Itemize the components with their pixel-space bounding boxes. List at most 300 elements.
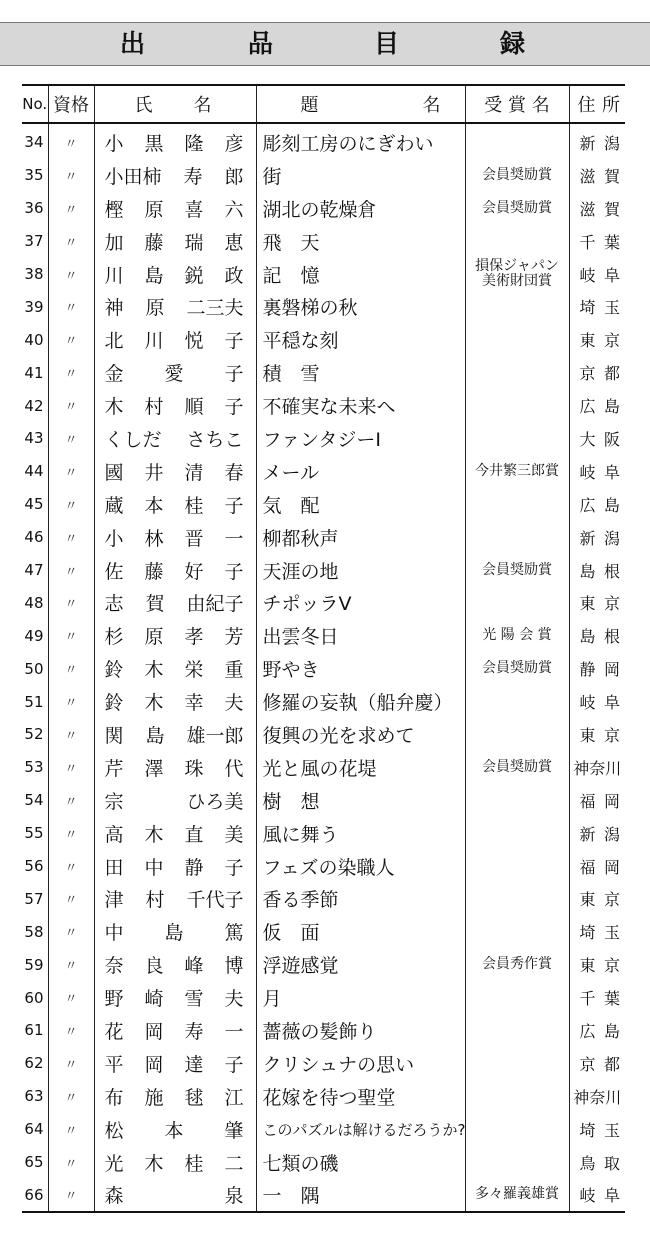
artist-name-part: 子 [224, 330, 244, 353]
artist-name-part: 黒 [144, 132, 164, 155]
award-name [465, 290, 569, 323]
qualification-ditto: 〃 [48, 159, 94, 192]
prefecture-part: 新 [579, 133, 596, 153]
prefecture-part: 岐 [579, 462, 596, 482]
award-name: 会員奨励賞 [465, 751, 569, 784]
table-row [22, 850, 625, 883]
prefecture-part: 根 [603, 627, 620, 647]
prefecture-part: 葉 [603, 232, 620, 252]
table-row [22, 1179, 625, 1213]
table-row [22, 1113, 625, 1146]
artist-name-part: 峰 [184, 955, 204, 978]
work-title: 積 雪 [256, 356, 465, 389]
entry-number: 56 [24, 857, 44, 876]
prefecture-part: 玉 [603, 1120, 620, 1140]
header-no: No. [22, 85, 48, 123]
qualification-ditto: 〃 [48, 389, 94, 422]
artist-name [94, 225, 256, 258]
artist-name-part: 平 [104, 1053, 124, 1076]
work-title: 花嫁を待つ聖堂 [256, 1080, 465, 1113]
prefecture-part: 千 [579, 232, 596, 252]
artist-name [94, 751, 256, 784]
artist-name [94, 915, 256, 948]
artist-name-part: 佐 [104, 560, 124, 583]
artist-name [94, 192, 256, 225]
artist-name [94, 521, 256, 554]
artist-name-part: 北 [104, 330, 124, 353]
prefecture [569, 1014, 625, 1047]
artist-name-part: 森 [104, 1185, 124, 1208]
artist-name [94, 817, 256, 850]
catalog-title-char: 出 [120, 29, 146, 58]
prefecture-part: 阜 [603, 1186, 620, 1206]
qualification-ditto: 〃 [48, 718, 94, 751]
prefecture [569, 192, 625, 225]
artist-name-part: 國 [104, 461, 124, 484]
award-name [465, 981, 569, 1014]
award-name [465, 850, 569, 883]
artist-name-part: 津 [104, 889, 124, 912]
artist-name-part: 郎 [224, 165, 244, 188]
header-prefecture: 住 所 [569, 85, 625, 123]
artist-name-part: 島 [164, 922, 184, 945]
artist-name-part: 川 [144, 330, 164, 353]
entry-table [22, 84, 625, 1213]
prefecture-part: 島 [579, 561, 596, 581]
work-title: 一 隅 [256, 1179, 465, 1213]
entry-number: 50 [24, 659, 44, 678]
table-row [22, 1047, 625, 1080]
award-name [465, 1113, 569, 1146]
award-name [465, 422, 569, 455]
artist-name-part: 中 [144, 856, 164, 879]
artist-name-part: 美 [224, 823, 244, 846]
award-name [465, 123, 569, 159]
artist-name [94, 389, 256, 422]
prefecture [569, 652, 625, 685]
table-row [22, 159, 625, 192]
artist-name [94, 850, 256, 883]
artist-name [94, 554, 256, 587]
table-row [22, 652, 625, 685]
award-name [465, 882, 569, 915]
qualification-ditto: 〃 [48, 948, 94, 981]
prefecture [569, 455, 625, 488]
catalog-title-char: 録 [500, 29, 526, 58]
work-title: 薔薇の髪飾り [256, 1014, 465, 1047]
award-name: 会員奨励賞 [465, 652, 569, 685]
qualification-ditto: 〃 [48, 1047, 94, 1080]
prefecture-part: 島 [603, 1021, 620, 1041]
artist-name-part: 木 [144, 692, 164, 715]
artist-name-part: 珠 [184, 757, 204, 780]
qualification-ditto: 〃 [48, 290, 94, 323]
artist-name-part: 布 [104, 1086, 124, 1109]
prefecture [569, 1146, 625, 1179]
artist-name-part: 崎 [144, 988, 164, 1011]
artist-name-part: 一 [224, 527, 244, 550]
prefecture-part: 京 [579, 364, 596, 384]
table-row [22, 356, 625, 389]
prefecture-part: 滋 [579, 166, 596, 186]
table-row [22, 817, 625, 850]
qualification-ditto: 〃 [48, 619, 94, 652]
artist-name-part: 杉 [104, 626, 124, 649]
work-title: 光と風の花堤 [256, 751, 465, 784]
prefecture [569, 882, 625, 915]
work-title: 彫刻工房のにぎわい [256, 123, 465, 159]
award-name: 会員秀作賞 [465, 948, 569, 981]
work-title: このパズルは解けるだろうか? [256, 1113, 465, 1146]
work-title: 野やき [256, 652, 465, 685]
entry-number: 51 [24, 692, 44, 711]
artist-name-part: 幸 [184, 692, 204, 715]
prefecture [569, 258, 625, 291]
prefecture-part: 玉 [603, 923, 620, 943]
artist-name-part: くしだ [104, 428, 162, 451]
table-row [22, 323, 625, 356]
artist-name-part: 中 [104, 922, 124, 945]
prefecture [569, 159, 625, 192]
award-name [465, 1146, 569, 1179]
artist-name [94, 123, 256, 159]
table-row [22, 685, 625, 718]
prefecture-part: 新 [579, 528, 596, 548]
artist-name-part: 喜 [184, 198, 204, 221]
artist-name-part: 芹 [104, 757, 124, 780]
artist-name-part: 順 [184, 396, 204, 419]
qualification-ditto: 〃 [48, 882, 94, 915]
artist-name-part: 桂 [184, 494, 204, 517]
table-row [22, 521, 625, 554]
award-name: 光 陽 会 賞 [465, 619, 569, 652]
award-name [465, 1014, 569, 1047]
prefecture-part: 京 [603, 331, 620, 351]
work-title: 修羅の妄執（船弁慶） [256, 685, 465, 718]
prefecture-part: 神奈川 [573, 1087, 622, 1107]
artist-name-part: 藤 [144, 231, 164, 254]
qualification-ditto: 〃 [48, 817, 94, 850]
prefecture-part: 都 [603, 1054, 620, 1074]
artist-name-part: 隆 [184, 132, 204, 155]
prefecture-part: 大 [579, 429, 596, 449]
header-award: 受 賞 名 [465, 85, 569, 123]
artist-name-part: さちこ [186, 428, 244, 451]
award-name: 会員奨励賞 [465, 159, 569, 192]
qualification-ditto: 〃 [48, 123, 94, 159]
work-title: ファンタジーⅠ [256, 422, 465, 455]
work-title: 月 [256, 981, 465, 1014]
entry-number: 47 [24, 561, 44, 580]
artist-name-part: 子 [224, 363, 244, 386]
artist-name-part: 島 [144, 264, 164, 287]
work-title: フェズの染職人 [256, 850, 465, 883]
entry-number: 65 [24, 1153, 44, 1172]
prefecture-part: 京 [603, 956, 620, 976]
prefecture-part: 岡 [603, 791, 620, 811]
work-title: チポッラⅤ [256, 586, 465, 619]
artist-name-part: 愛 [164, 363, 184, 386]
prefecture [569, 685, 625, 718]
artist-name-part: 金 [104, 363, 124, 386]
work-title: 飛 天 [256, 225, 465, 258]
prefecture [569, 290, 625, 323]
entry-number: 48 [24, 593, 44, 612]
artist-name [94, 784, 256, 817]
artist-name [94, 981, 256, 1014]
entry-number: 36 [24, 199, 44, 218]
artist-name-part: 好 [184, 560, 204, 583]
artist-name-part: 政 [224, 264, 244, 287]
qualification-ditto: 〃 [48, 751, 94, 784]
artist-name-part: 澤 [144, 757, 164, 780]
qualification-ditto: 〃 [48, 1113, 94, 1146]
qualification-ditto: 〃 [48, 488, 94, 521]
entry-number: 64 [24, 1120, 44, 1139]
prefecture [569, 323, 625, 356]
entry-number: 54 [24, 791, 44, 810]
qualification-ditto: 〃 [48, 850, 94, 883]
artist-name-part: 村 [144, 396, 164, 419]
prefecture-part: 潟 [603, 824, 620, 844]
artist-name-part: 春 [224, 461, 244, 484]
work-title: 湖北の乾燥倉 [256, 192, 465, 225]
prefecture-part: 阜 [603, 462, 620, 482]
prefecture [569, 422, 625, 455]
prefecture-part: 岡 [603, 660, 620, 680]
artist-name-part: 関 [104, 724, 124, 747]
entry-number: 38 [24, 265, 44, 283]
prefecture-part: 京 [603, 725, 620, 745]
prefecture-part: 阜 [603, 693, 620, 713]
artist-name-part: 林 [144, 527, 164, 550]
artist-name-part: 施 [144, 1086, 164, 1109]
prefecture-part: 葉 [603, 989, 620, 1009]
prefecture [569, 586, 625, 619]
qualification-ditto: 〃 [48, 455, 94, 488]
artist-name-part: 毬 [184, 1086, 204, 1109]
entry-number: 39 [24, 297, 44, 316]
award-name [465, 389, 569, 422]
artist-name-part: 清 [184, 461, 204, 484]
prefecture [569, 488, 625, 521]
header-title: 題 名 [256, 85, 465, 123]
qualification-ditto: 〃 [48, 554, 94, 587]
prefecture-part: 根 [603, 561, 620, 581]
entry-number: 45 [24, 495, 44, 514]
prefecture-part: 岡 [603, 857, 620, 877]
award-name [465, 718, 569, 751]
artist-name-part: 本 [144, 494, 164, 517]
prefecture-part: 東 [579, 956, 596, 976]
entry-number: 41 [24, 363, 44, 382]
artist-name-part: 奈 [104, 955, 124, 978]
table-row [22, 1146, 625, 1179]
prefecture-part: 京 [579, 1054, 596, 1074]
catalog-title-bar [0, 22, 650, 66]
artist-name-part: 夫 [224, 988, 244, 1011]
table-row [22, 586, 625, 619]
table-row [22, 1080, 625, 1113]
artist-name-part: 悦 [184, 330, 204, 353]
artist-name-part: 彦 [224, 132, 244, 155]
artist-name-part: 松 [104, 1119, 124, 1142]
award-name: 多々羅義雄賞 [465, 1179, 569, 1213]
prefecture-part: 福 [579, 857, 596, 877]
entry-number: 44 [24, 462, 44, 481]
header-qualification: 資格 [48, 85, 94, 123]
artist-name [94, 1179, 256, 1213]
artist-name [94, 586, 256, 619]
award-name [465, 586, 569, 619]
qualification-ditto: 〃 [48, 225, 94, 258]
award-name [465, 1080, 569, 1113]
prefecture [569, 619, 625, 652]
artist-name [94, 652, 256, 685]
prefecture-part: 埼 [579, 298, 596, 318]
artist-name-part: 賀 [145, 593, 165, 616]
artist-name-part: 神 [104, 297, 124, 320]
artist-name-part: 村 [145, 889, 165, 912]
artist-name-part: 雄一郎 [186, 724, 244, 747]
prefecture [569, 389, 625, 422]
prefecture-part: 島 [603, 397, 620, 417]
artist-name-part: 加 [104, 231, 124, 254]
artist-name-part: 小 [104, 132, 124, 155]
prefecture-part: 広 [579, 495, 596, 515]
qualification-ditto: 〃 [48, 915, 94, 948]
prefecture [569, 521, 625, 554]
artist-name-part: 岡 [144, 1020, 164, 1043]
prefecture-part: 東 [579, 331, 596, 351]
artist-name-part: 子 [224, 1053, 244, 1076]
prefecture-part: 千 [579, 989, 596, 1009]
artist-name [94, 1014, 256, 1047]
table-row [22, 718, 625, 751]
work-title: 樹 想 [256, 784, 465, 817]
table-header-row [22, 85, 625, 123]
table-row [22, 554, 625, 587]
table-row [22, 290, 625, 323]
artist-name [94, 290, 256, 323]
entry-number: 49 [24, 626, 44, 645]
table-row [22, 225, 625, 258]
prefecture [569, 915, 625, 948]
table-row [22, 422, 625, 455]
artist-name-part: 鈴 [104, 692, 124, 715]
prefecture-part: 京 [603, 890, 620, 910]
prefecture-part: 島 [579, 627, 596, 647]
artist-name-part: 泉 [224, 1185, 244, 1208]
award-name [465, 225, 569, 258]
artist-name [94, 356, 256, 389]
artist-name [94, 488, 256, 521]
artist-name-part: 六 [224, 198, 244, 221]
artist-name-part: 原 [145, 297, 165, 320]
prefecture-part: 静 [579, 660, 596, 680]
award-name: 今井繁三郎賞 [465, 455, 569, 488]
work-title: 復興の光を求めて [256, 718, 465, 751]
prefecture [569, 123, 625, 159]
artist-name [94, 422, 256, 455]
artist-name-part: 木 [144, 1152, 164, 1175]
qualification-ditto: 〃 [48, 784, 94, 817]
prefecture [569, 981, 625, 1014]
entry-number: 60 [24, 988, 44, 1007]
artist-name-part: 蔵 [104, 494, 124, 517]
entry-number: 62 [24, 1054, 44, 1073]
award-name: 損保ジャパン 美術財団賞 [465, 258, 569, 291]
work-title: クリシュナの思い [256, 1047, 465, 1080]
catalog-title-char: 品 [248, 29, 274, 58]
entry-number: 34 [24, 133, 44, 152]
artist-name [94, 948, 256, 981]
prefecture-part: 広 [579, 397, 596, 417]
work-title: 仮 面 [256, 915, 465, 948]
award-name [465, 323, 569, 356]
prefecture [569, 1080, 625, 1113]
entry-number: 35 [24, 166, 44, 185]
qualification-ditto: 〃 [48, 192, 94, 225]
artist-name-part: 小田柿 [104, 165, 162, 188]
artist-name-part: 代 [224, 757, 244, 780]
prefecture-part: 京 [603, 594, 620, 614]
qualification-ditto: 〃 [48, 356, 94, 389]
entry-number: 52 [24, 725, 44, 744]
table-row [22, 981, 625, 1014]
work-title: 風に舞う [256, 817, 465, 850]
artist-name-part: 子 [224, 396, 244, 419]
award-name: 会員奨励賞 [465, 192, 569, 225]
prefecture [569, 554, 625, 587]
artist-name [94, 882, 256, 915]
entry-number: 42 [24, 396, 44, 415]
entry-number: 40 [24, 330, 44, 349]
artist-name-part: 晋 [184, 527, 204, 550]
artist-name-part: 鋭 [184, 264, 204, 287]
artist-name-part: 小 [104, 527, 124, 550]
work-title: 記 憶 [256, 258, 465, 291]
prefecture-part: 岐 [579, 693, 596, 713]
artist-name-part: 光 [104, 1152, 124, 1175]
artist-name [94, 1047, 256, 1080]
award-name: 会員奨励賞 [465, 554, 569, 587]
qualification-ditto: 〃 [48, 422, 94, 455]
artist-name-part: 樫 [104, 198, 124, 221]
prefecture-part: 東 [579, 594, 596, 614]
artist-name-part: 高 [104, 823, 124, 846]
prefecture [569, 850, 625, 883]
artist-name-part: 雪 [184, 988, 204, 1011]
artist-name-part: 原 [144, 626, 164, 649]
work-title: 平穏な刻 [256, 323, 465, 356]
artist-name-part: 孝 [184, 626, 204, 649]
entry-number: 53 [24, 758, 44, 777]
artist-name-part: 鈴 [104, 659, 124, 682]
artist-name-part: 井 [144, 461, 164, 484]
artist-name-part: 達 [184, 1053, 204, 1076]
work-title: 不確実な未来へ [256, 389, 465, 422]
prefecture [569, 751, 625, 784]
artist-name-part: 志 [104, 593, 124, 616]
prefecture-part: 岐 [579, 265, 596, 285]
artist-name-part: 芳 [224, 626, 244, 649]
table-row [22, 784, 625, 817]
entry-number: 37 [24, 232, 44, 251]
award-name [465, 521, 569, 554]
artist-name [94, 455, 256, 488]
artist-name-part: 宗 [104, 790, 124, 813]
